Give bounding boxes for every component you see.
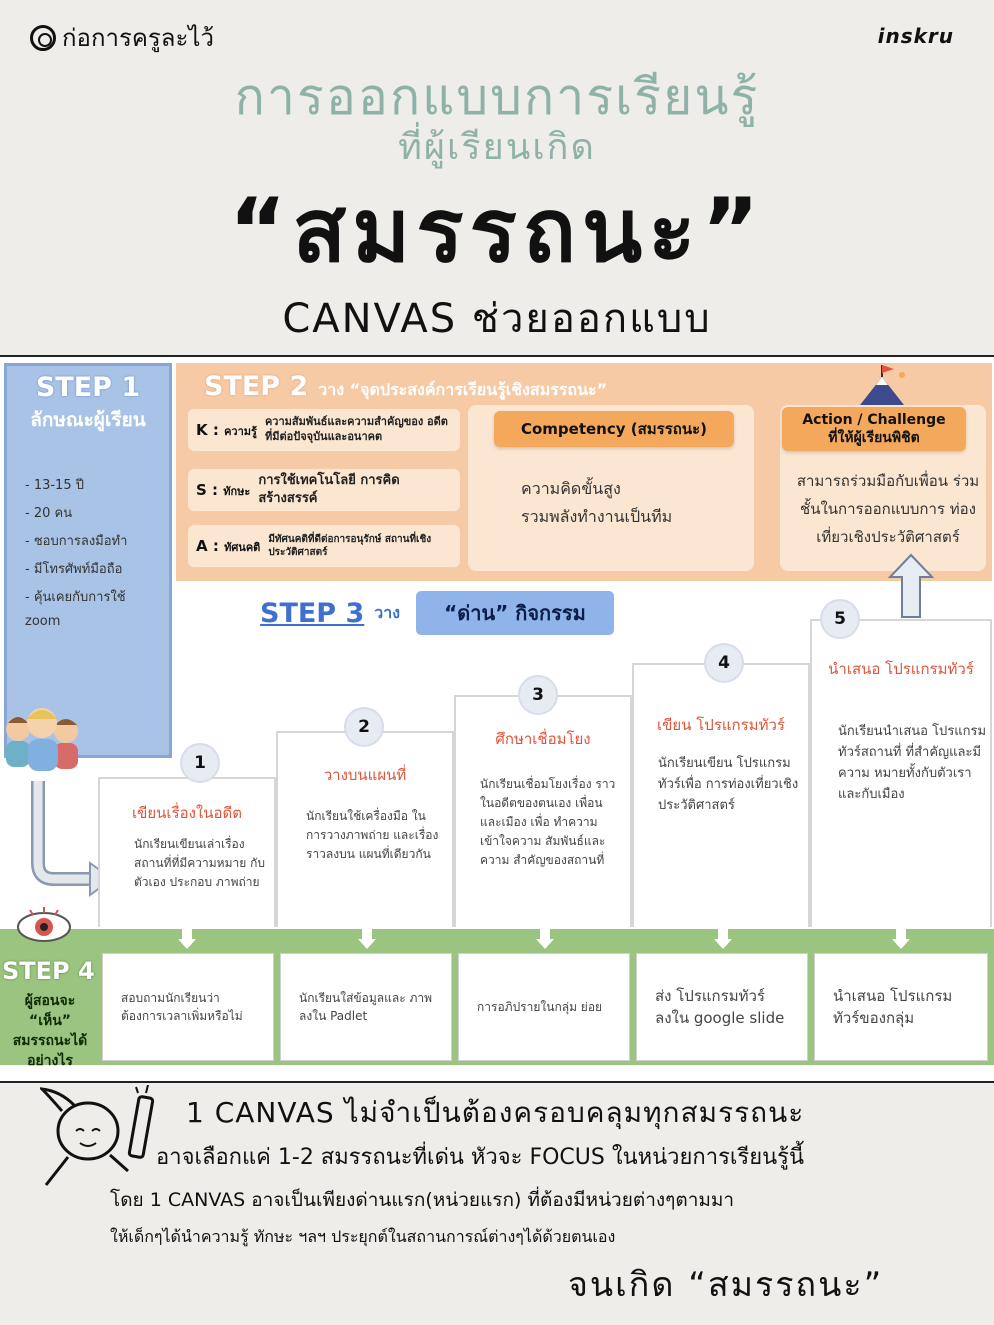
footer-line-2: อาจเลือกแค่ 1-2 สมรรถนะที่เด่น หัวจะ FOCUS ในหน่วยการเรียนรู้นี้ [156, 1145, 805, 1170]
competency-item: รวมพลังทำงานเป็นทีม [521, 507, 673, 526]
footer-line-5: จนเกิด “สมรรถนะ” [568, 1265, 884, 1305]
learner-item: - มีโทรศัพท์มือถือ [25, 558, 127, 579]
learner-list [25, 474, 127, 636]
step4-question: ผู้สอนจะ “เห็น” สมรรถนะได้ อย่างไร [12, 993, 88, 1069]
evidence-card: ส่ง โปรแกรมทัวร์ ลงใน google slide [636, 953, 808, 1061]
down-arrow-icon [178, 929, 196, 951]
footer-line-3: โดย 1 CANVAS อาจเป็นเพียงด่านแรก(หน่วยแรก) ที่ต้องมีหน่วยต่างๆตามมา [110, 1189, 735, 1211]
step3-header [260, 591, 614, 635]
title-line-1: การออกแบบการเรียนรู้ [234, 68, 760, 126]
step3-label: STEP 3 [260, 597, 365, 629]
stage-title: วางบนแผนที่ [323, 766, 407, 784]
footer-line-1: 1 CANVAS ไม่จำเป็นต้องครอบคลุมทุกสมรรถนะ [186, 1096, 805, 1129]
doodle-character-icon [40, 1085, 160, 1195]
ksa-knowledge: K : ความรู้ ความสัมพันธ์และความสำคัญของ อดีตที่มีต่อปัจจุบันและอนาคต [188, 409, 460, 451]
evidence-card: นักเรียนใส่ข้อมูลและ ภาพลงใน Padlet [280, 953, 452, 1061]
step1-title: ลักษณะผู้เรียน [30, 409, 146, 431]
down-arrow-icon [892, 929, 910, 951]
ksa-attitude: A : ทัศนคติ มีทัศนคติที่ดีต่อการอนุรักษ์ สถานที่เชิงประวัติศาสตร์ [188, 525, 460, 567]
stage-text: นักเรียนเขียนเล่าเรื่อง สถานที่ที่มีความหมาย กับตัวเอง ประกอบ ภาพถ่าย [134, 837, 265, 889]
stage-title: เขียน โปรแกรมทัวร์ [657, 716, 785, 734]
instagram-handle[interactable] [30, 18, 214, 57]
evidence-card: นำเสนอ โปรแกรม ทัวร์ของกลุ่ม [814, 953, 988, 1061]
evidence-card: สอบถามนักเรียนว่า ต้องการเวลาเพิ่มหรือไม่ [102, 953, 274, 1061]
stage-title: เขียนเรื่องในอดีต [131, 804, 242, 822]
competency-list [521, 475, 672, 531]
learner-item: - 13-15 ปี [25, 474, 127, 495]
brand-logo: inskru [877, 24, 954, 48]
learner-item: - 20 คน [25, 502, 127, 523]
step3-verb: วาง [374, 602, 401, 622]
stage-number: 2 [344, 707, 384, 747]
footer-line-4: ให้เด็กๆได้นำความรู้ ทักษะ ฯลฯ ประยุกต์ในสถานการณ์ต่างๆได้ด้วยตนเอง [110, 1227, 616, 1246]
down-arrow-icon [536, 929, 554, 951]
person-left [6, 717, 30, 767]
up-arrow-icon [888, 553, 934, 619]
step4-label: STEP 4 [2, 957, 95, 985]
stage-card [632, 653, 810, 927]
down-arrow-icon [714, 929, 732, 951]
instagram-icon [30, 25, 56, 51]
stage-card [98, 753, 276, 927]
stage-text: นักเรียนเชื่อมโยงเรื่อง ราวในอดีตของตนเอง เพื่อน และเมือง เพื่อ ทำความเข้าใจความ สัมพันธ์และความ สำคัญของสถานที่ [480, 777, 616, 867]
stage-text: นักเรียนใช้เครื่องมือ ในการวางภาพถ่าย และเรื่องราวลงบน แผนที่เดียวกัน [306, 809, 439, 861]
stage-title: ศึกษาเชื่อมโยง [495, 730, 591, 748]
stage-number: 5 [820, 599, 860, 639]
stage-text: นักเรียนนำเสนอ โปรแกรมทัวร์สถานที่ ที่สำคัญและมีความ หมายทั้งกับตัวเรา และกับเมือง [838, 724, 987, 802]
poster-header [0, 0, 994, 352]
mountain-flag-icon [856, 365, 916, 407]
stage-number: 1 [180, 743, 220, 783]
canvas-panel [0, 355, 994, 1083]
stage-number: 4 [704, 643, 744, 683]
down-arrow-icon [358, 929, 376, 951]
step2-caption: วาง “จุดประสงค์การเรียนรู้เชิงสมรรถนะ” [318, 380, 608, 399]
action-title: Action / Challenge ที่ให้ผู้เรียนพิชิต [782, 407, 966, 451]
title-main: “สมรรถนะ” [228, 179, 766, 282]
stage-text: นักเรียนเขียน โปรแกรมทัวร์เพื่อ การท่องเที่ยวเชิง ประวัติศาสตร์ [658, 756, 799, 813]
stage-number: 3 [518, 675, 558, 715]
ksa-skill: S : ทักษะ การใช้เทคโนโลยี การคิดสร้างสรรค์ [188, 469, 460, 511]
step2-label: STEP 2 [204, 371, 309, 402]
stage-card [276, 717, 454, 927]
step3-pill: “ด่าน” กิจกรรม [416, 591, 614, 635]
instagram-handle-text: ก่อการครูละไว้ [62, 24, 214, 52]
step2-panel [176, 363, 992, 581]
step1-label: STEP 1 [35, 372, 141, 403]
title-subtitle: CANVAS ช่วยออกแบบ [282, 296, 712, 342]
stage-title: นำเสนอ โปรแกรมทัวร์ [828, 660, 974, 678]
step1-panel [4, 363, 172, 758]
title-line-2: ที่ผู้เรียนเกิด [398, 127, 596, 168]
learner-item-cont: zoom [25, 614, 61, 629]
stage-card [810, 609, 992, 927]
eye-icon [14, 905, 74, 945]
footer-notes [0, 1085, 994, 1325]
competency-item: ความคิดขั้นสูง [521, 479, 621, 498]
stage-card [454, 685, 632, 927]
action-text: สามารถร่วมมือกับเพื่อน ร่วมชั้นในการออกแบบการ ท่องเที่ยวเชิงประวัติศาสตร์ [796, 472, 980, 546]
learner-item: - คุ้นเคยกับการใช้ [25, 586, 127, 607]
evidence-card: การอภิปรายในกลุ่ม ย่อย [458, 953, 630, 1061]
competency-title: Competency (สมรรถนะ) [494, 411, 734, 447]
learner-item: - ชอบการลงมือทำ [25, 530, 127, 551]
